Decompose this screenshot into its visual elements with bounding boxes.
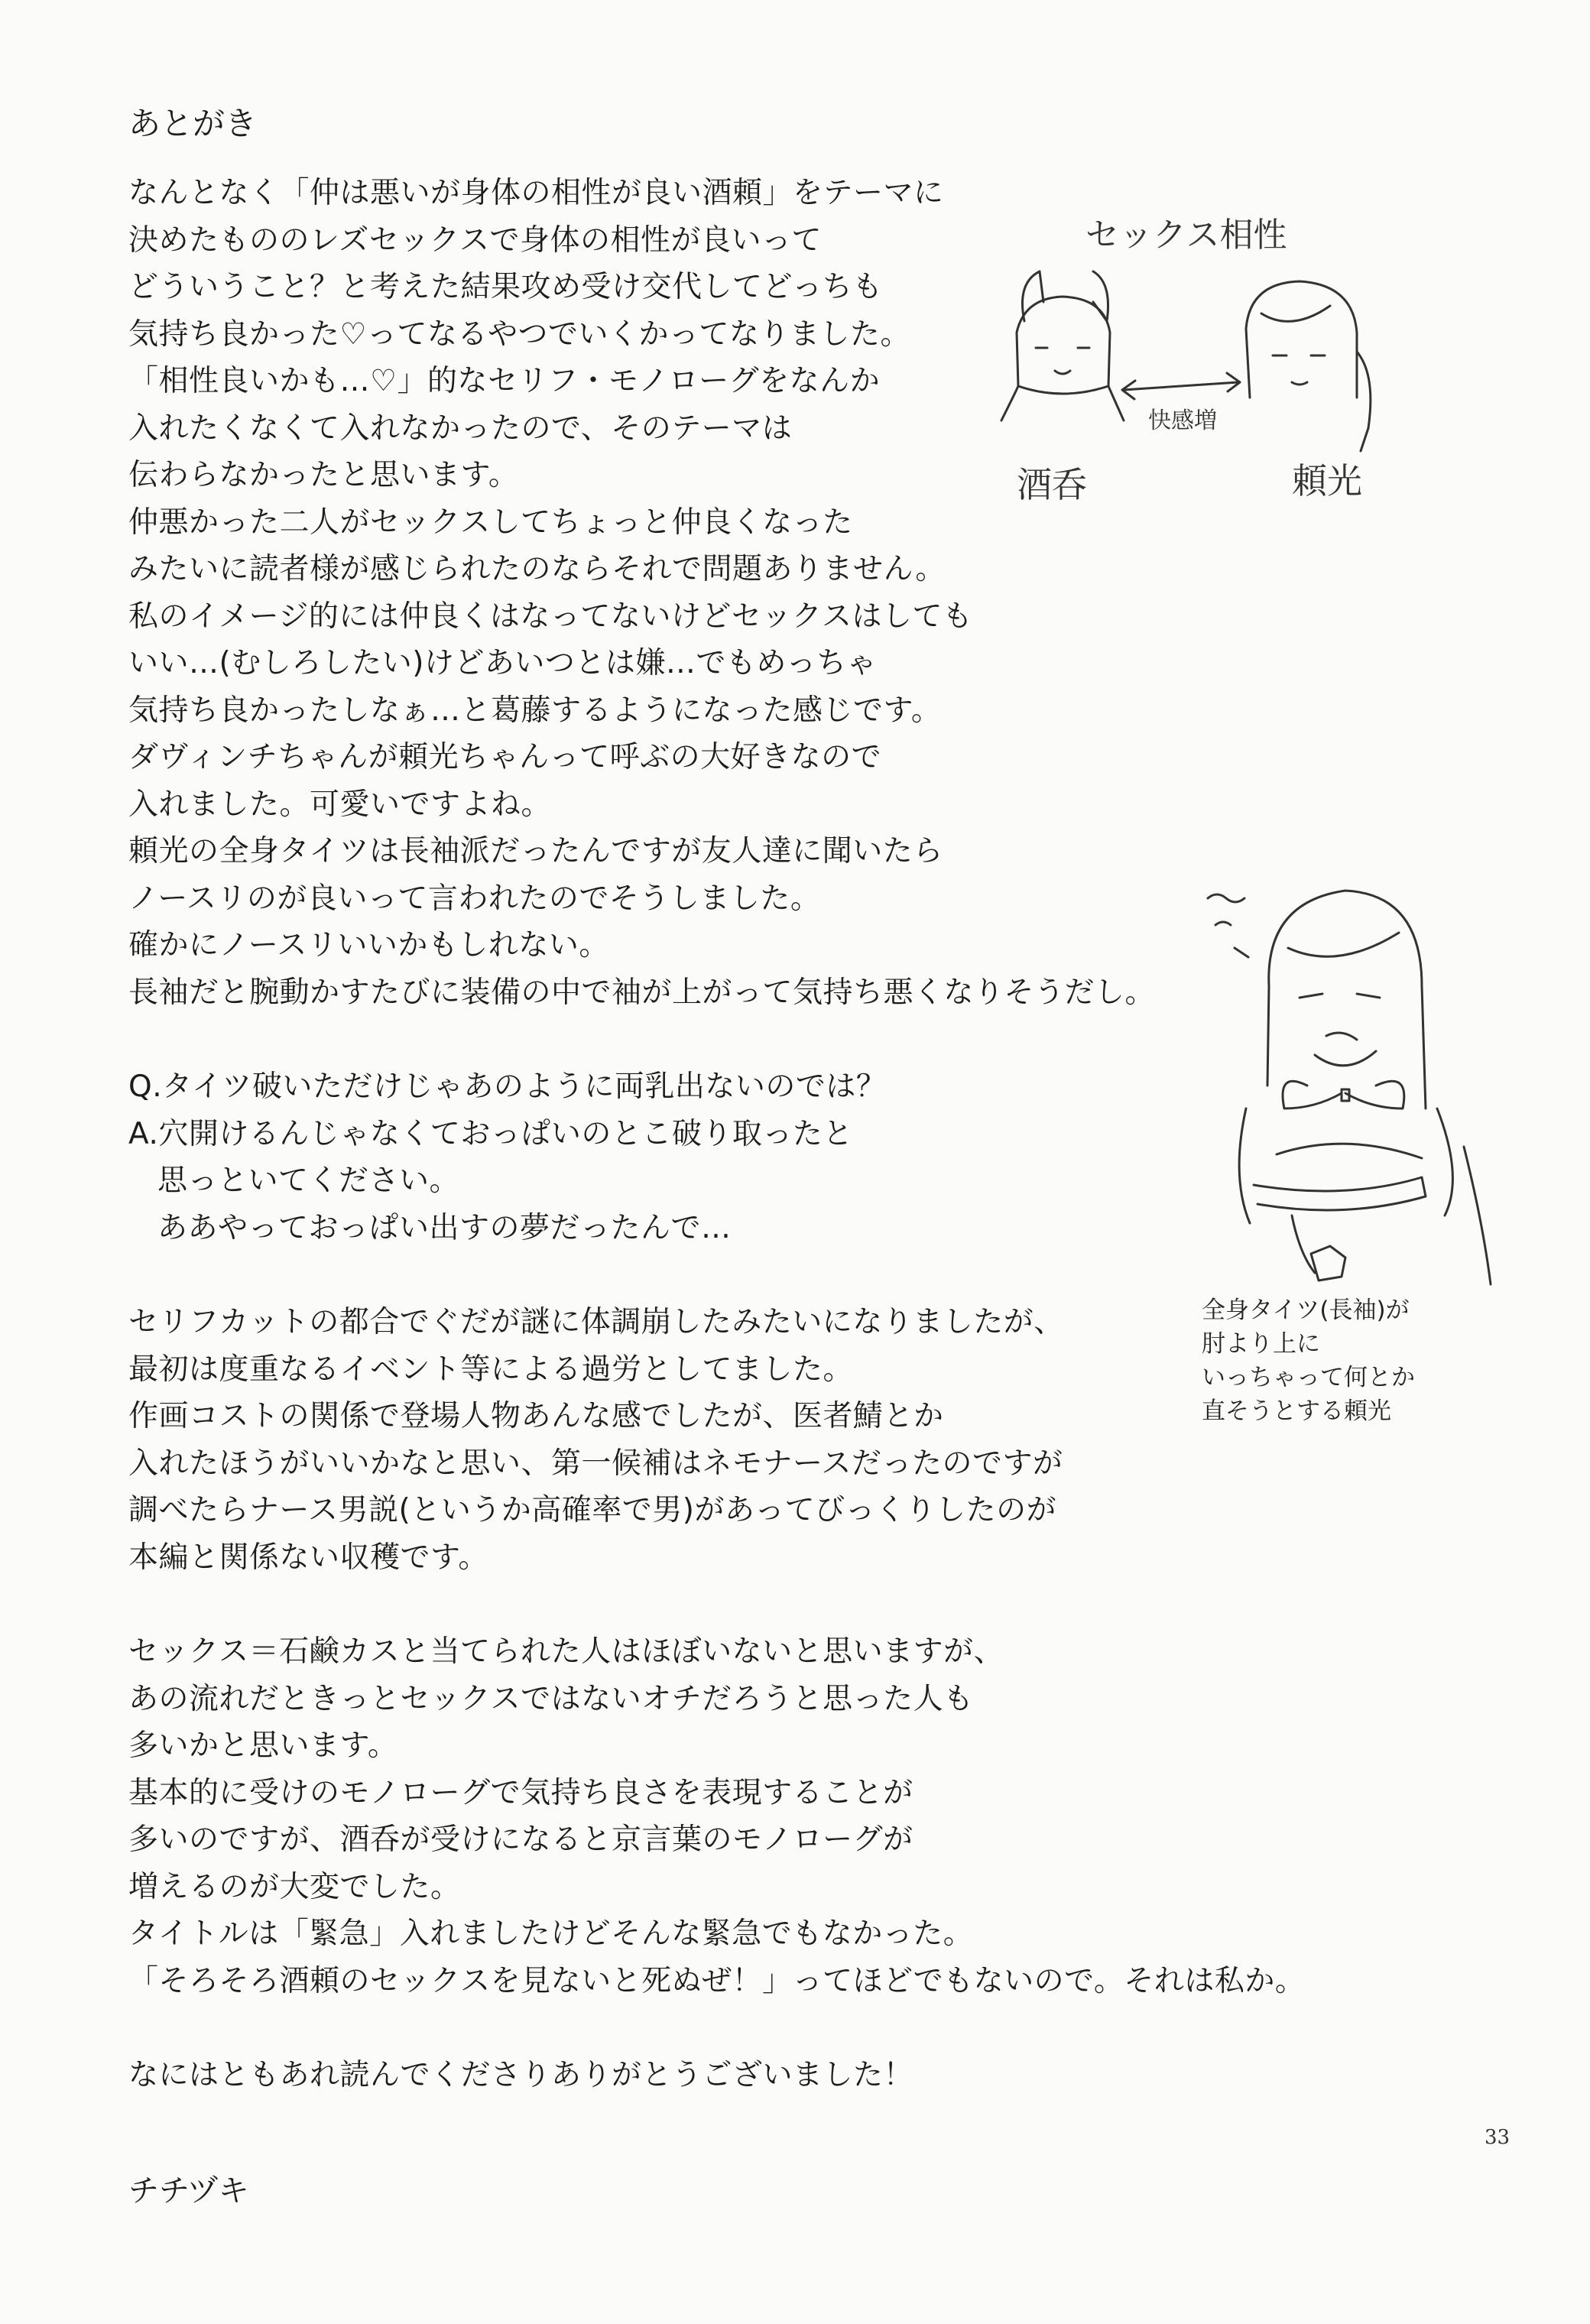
text-line: どういうこと？と考えた結果攻め受け交代してどっちも (128, 270, 883, 304)
sketch-caption (1202, 1293, 1507, 1428)
sketch-title: セックス相性 (1085, 216, 1287, 255)
compatibility-sketch (971, 199, 1429, 520)
caption-line: 直そうとする頼光 (1202, 1397, 1391, 1425)
text-line: いい…(むしろしたい)けどあいつとは嫌…でもめっちゃ (128, 646, 878, 680)
text-line: みたいに読者様が感じられたのならそれで問題ありません。 (128, 552, 946, 586)
paragraph (128, 2052, 1214, 2099)
text-line: 長袖だと腕動かすたびに装備の中で袖が上がって気持ち悪くなりそうだし。 (128, 975, 1156, 1010)
text-line: 多いのですが、酒呑が受けになると京言葉のモノローグが (128, 1823, 913, 1857)
text-line: 入れたほうがいいかなと思い、第一候補はネモナースだったのですが (128, 1446, 1063, 1481)
text-line: 確かにノースリいいかもしれない。 (128, 928, 609, 962)
paragraph (128, 1628, 1306, 2004)
text-line: なんとなく「仲は悪いが身体の相性が良い酒頼」をテーマに (128, 176, 944, 210)
text-line: Q.タイツ破いただけじゃあのように両乳出ないのでは？ (128, 1069, 887, 1104)
text-line: 仲悪かった二人がセックスしてちょっと仲良くなった (128, 505, 853, 540)
text-line: 頼光の全身タイツは長袖派だったんですが友人達に聞いたら (128, 834, 943, 868)
arrow-label: 快感増 (1148, 407, 1217, 434)
raikou-sleeve-sketch (1192, 856, 1514, 1284)
raikou-figure-doodle (1208, 891, 1491, 1284)
left-name-label: 酒呑 (1017, 464, 1087, 505)
text-line: 入れたくなくて入れなかったので、そのテーマは (128, 411, 793, 446)
text-line: 「そろそろ酒頼のセックスを見ないと死ぬぜ！」ってほどでもないので。それは私か。 (128, 1963, 1306, 1998)
text-line: A.穴開けるんじゃなくておっぱいのとこ破り取ったと (128, 1116, 853, 1151)
text-line: セックス＝石鹸カスと当てられた人はほぼいないと思いますが、 (128, 1634, 1004, 1669)
text-line: 伝わらなかったと思います。 (128, 458, 519, 492)
caption-line: 肘より上に (1202, 1330, 1320, 1358)
text-line: 作画コストの関係で登場人物あんな感でしたが、医者鯖とか (128, 1399, 944, 1433)
paragraph (128, 1299, 1214, 1581)
text-line: タイトルは「緊急」入れましたけどそんな緊急でもなかった。 (128, 1917, 974, 1951)
text-line: 決めたもののレズセックスで身体の相性が良いって (128, 222, 822, 258)
text-line: 基本的に受けのモノローグで気持ち良さを表現することが (128, 1775, 913, 1810)
text-line: ダヴィンチちゃんが頼光ちゃんって呼ぶの大好きなので (128, 740, 882, 774)
text-line: 多いかと思います。 (128, 1728, 398, 1763)
text-line: 「相性良いかも…♡」的なセリフ・モノローグをなんか (128, 364, 881, 398)
text-line: 私のイメージ的には仲良くはなってないけどセックスはしても (128, 599, 973, 634)
text-line: ああやっておっぱい出すの夢だったんで… (157, 1210, 732, 1245)
text-line: 気持ち良かった♡ってなるやつでいくかってなりました。 (128, 316, 910, 352)
text-line: 思っといてください。 (157, 1164, 460, 1198)
compatibility-arrow (1122, 373, 1240, 399)
text-line: 増えるのが大変でした。 (128, 1869, 461, 1904)
shuten-head-doodle (1001, 271, 1124, 420)
right-name-label: 頼光 (1292, 460, 1362, 501)
text-line: 最初は度重なるイベント等による過労としてました。 (128, 1352, 854, 1387)
text-line: 入れました。可愛いですよね。 (128, 787, 552, 822)
caption-line: いっちゃって何とか (1202, 1364, 1415, 1391)
text-line: セリフカットの都合でぐだが謎に体調崩したみたいになりましたが、 (128, 1305, 1064, 1339)
raikou-head-doodle (1246, 281, 1371, 451)
text-line: 本編と関係ない収穫です。 (128, 1540, 488, 1575)
paragraph (128, 1063, 1214, 1251)
page-number: 33 (1485, 2126, 1510, 2149)
text-line: 調べたらナース男説(というか高確率で男)があってびっくりしたのが (128, 1493, 1057, 1527)
text-line: 気持ち良かったしなぁ…と葛藤するようになった感じです。 (128, 693, 942, 728)
caption-line: 全身タイツ(長袖)が (1202, 1297, 1410, 1324)
text-line: あの流れだときっとセックスではないオチだろうと思った人も (128, 1681, 974, 1716)
page-heading: あとがき (128, 105, 258, 142)
text-line: ノースリのが良いって言われたのでそうしました。 (128, 881, 821, 916)
author-signature: チチヅキ (128, 2173, 249, 2209)
text-line: なにはともあれ読んでくださりありがとうございました！ (128, 2058, 914, 2092)
